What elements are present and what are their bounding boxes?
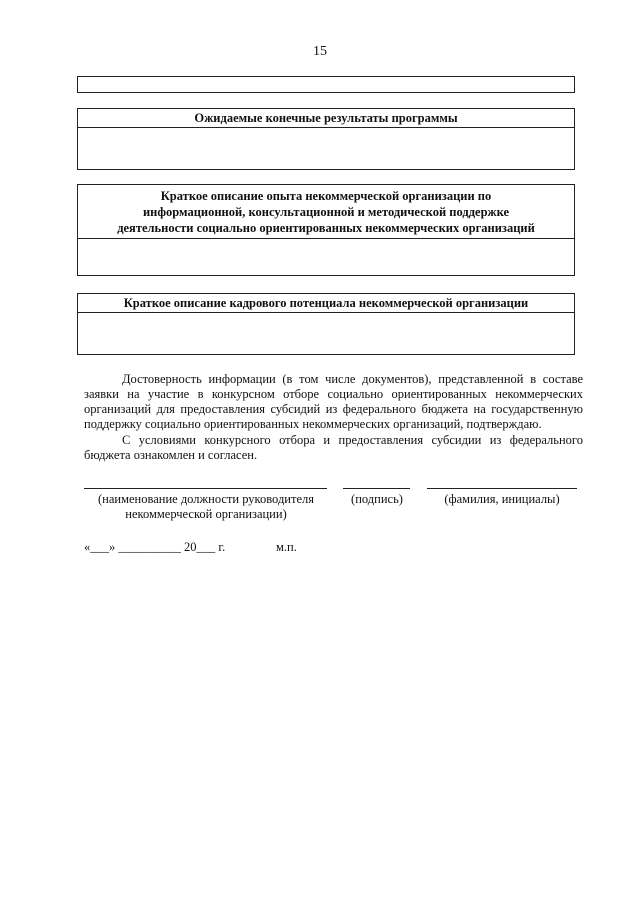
section-experience xyxy=(77,184,575,276)
section-staff-potential xyxy=(77,293,575,355)
position-caption: (наименование должности руководителя некоммерческой организации) xyxy=(98,492,314,521)
section-body-field[interactable] xyxy=(78,313,574,357)
section-header: Краткое описание кадрового потенциала некоммерческой организации xyxy=(78,294,574,313)
agreement-statement: С условиями конкурсного отбора и предоставления субсидии из федерального бюджета ознакомлен и согласен. xyxy=(84,433,583,462)
section-expected-results xyxy=(77,108,575,170)
position-line[interactable] xyxy=(84,488,327,489)
page-number: 15 xyxy=(313,44,327,59)
signature-caption: (подпись) xyxy=(351,492,403,506)
stamp-label: м.п. xyxy=(276,540,297,554)
section-body-field[interactable] xyxy=(78,239,574,279)
section-body-field[interactable] xyxy=(78,128,574,172)
name-line[interactable] xyxy=(427,488,577,489)
date-line: «___» __________ 20___ г. xyxy=(84,540,226,554)
name-caption: (фамилия, инициалы) xyxy=(444,492,560,506)
signature-line[interactable] xyxy=(343,488,410,489)
reliability-statement: Достоверность информации (в том числе документов), представленной в составе заявки на участие в конкурсном отборе социально ориентированных некоммерческих организаций для предоставления субсидий из федерального бюджета на государственную поддержку социально ориентированных некоммерческих организаций, подтверждаю. xyxy=(84,372,583,431)
section-header: Ожидаемые конечные результаты программы xyxy=(78,109,574,128)
section-header: Краткое описание опыта некоммерческой организации по информационной, консультационной и методической поддержке деятельности социально ориентированных некоммерческих организаций xyxy=(78,185,574,239)
empty-top-box xyxy=(77,76,575,93)
